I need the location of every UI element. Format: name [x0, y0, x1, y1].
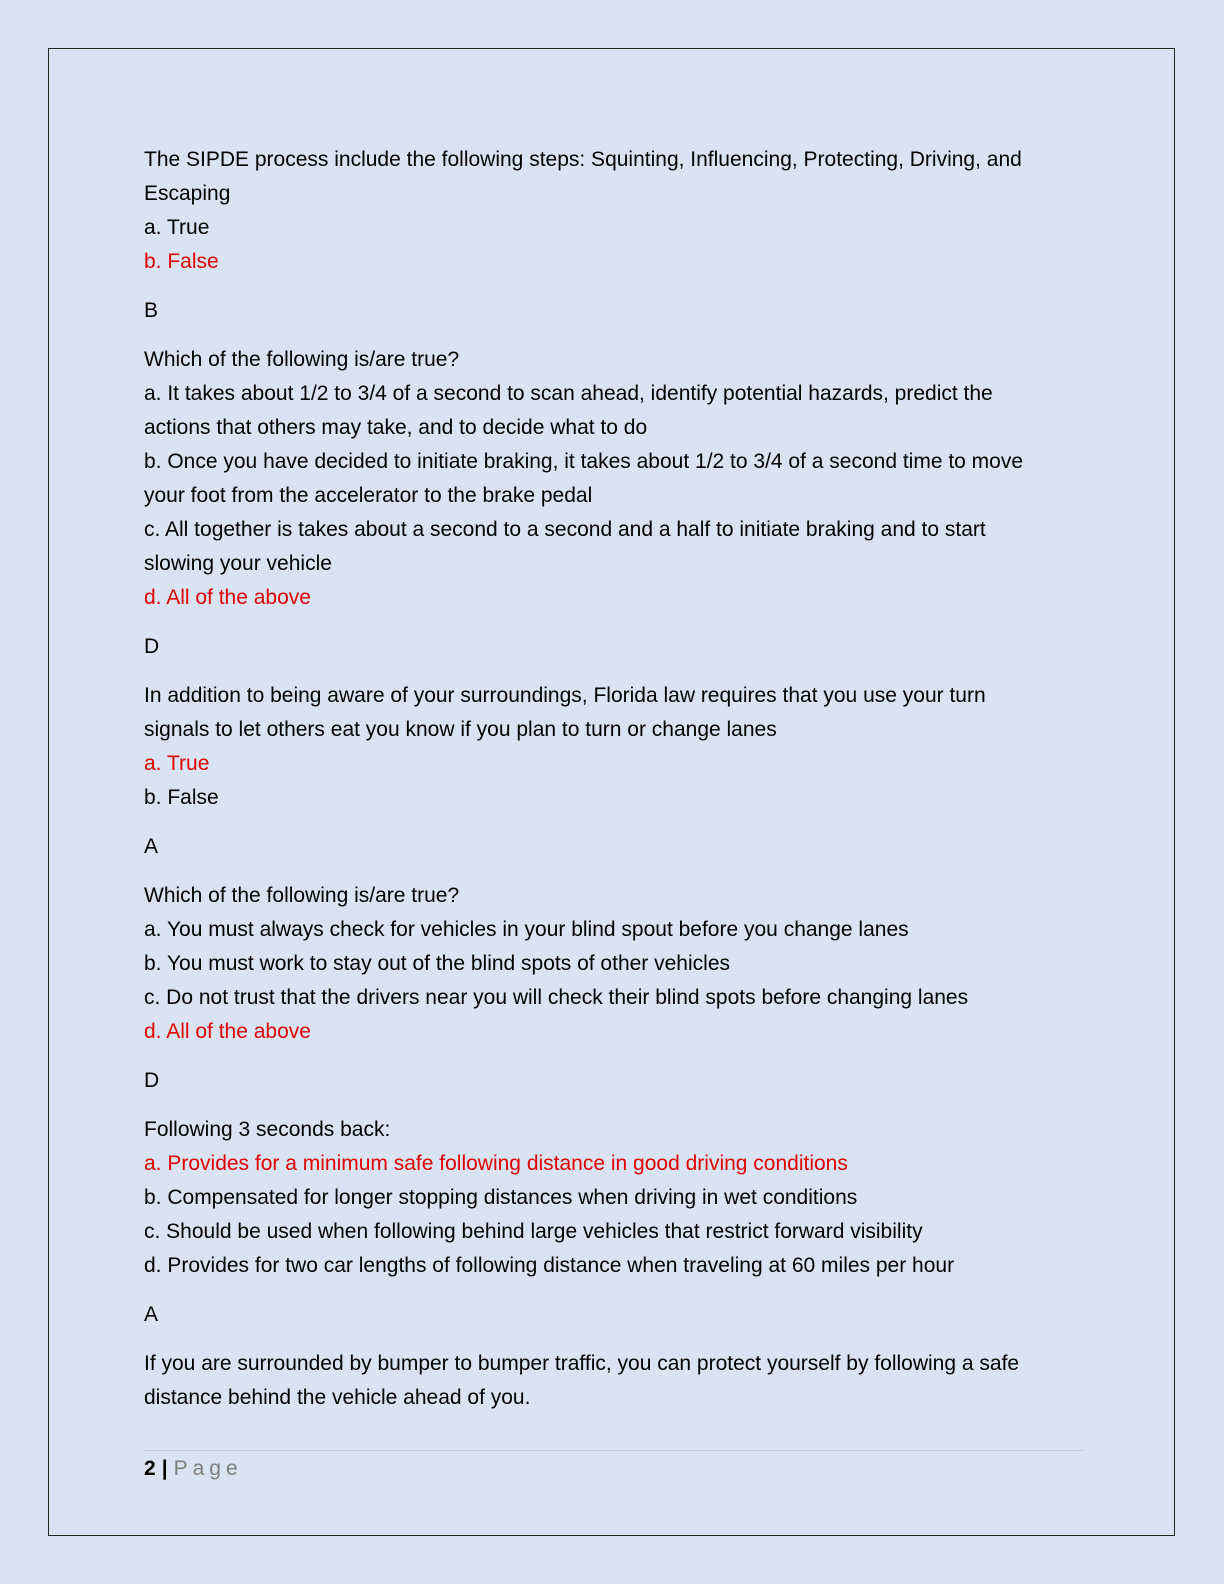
answer-key: B [144, 299, 159, 322]
question-text: In addition to being aware of your surroundings, Florida law requires that you use your turn [144, 684, 986, 707]
question-text: Which of the following is/are true? [144, 348, 460, 371]
answer-option: d. Provides for two car lengths of following distance when traveling at 60 miles per hour [144, 1254, 955, 1277]
answer-key: A [144, 835, 159, 858]
footer-divider [144, 1450, 1084, 1451]
answer-option: b. Compensated for longer stopping distances when driving in wet conditions [144, 1186, 858, 1209]
correct-answer-option: d. All of the above [144, 1020, 311, 1043]
answer-option: a. You must always check for vehicles in your blind spout before you change lanes [144, 918, 909, 941]
correct-answer-option: b. False [144, 250, 219, 273]
document-body [144, 143, 1074, 1415]
answer-key: D [144, 635, 160, 658]
answer-key: A [144, 1303, 159, 1326]
question-block [144, 343, 1074, 664]
question-block [144, 1113, 1074, 1332]
question-text: The SIPDE process include the following steps: Squinting, Influencing, Protecting, Driving, and [144, 148, 1022, 171]
answer-option: b. False [144, 786, 219, 809]
page-number: 2 [144, 1457, 156, 1480]
question-text: distance behind the vehicle ahead of you. [144, 1386, 531, 1409]
footer-separator: | [161, 1457, 168, 1480]
question-text: Escaping [144, 182, 231, 205]
question-block [144, 679, 1074, 864]
question-text: If you are surrounded by bumper to bumper traffic, you can protect yourself by following a safe [144, 1352, 1020, 1375]
answer-option: c. All together is takes about a second to a second and a half to initiate braking and to start [144, 518, 986, 541]
answer-option: c. Do not trust that the drivers near you will check their blind spots before changing lanes [144, 986, 969, 1009]
answer-option: c. Should be used when following behind large vehicles that restrict forward visibility [144, 1220, 923, 1243]
question-block [144, 1347, 1074, 1415]
answer-option: a. It takes about 1/2 to 3/4 of a second to scan ahead, identify potential hazards, predict the [144, 382, 993, 405]
question-text: Which of the following is/are true? [144, 884, 460, 907]
answer-option: a. True [144, 216, 210, 239]
question-text: Following 3 seconds back: [144, 1118, 391, 1141]
question-text: signals to let others eat you know if you plan to turn or change lanes [144, 718, 777, 741]
answer-option: actions that others may take, and to decide what to do [144, 416, 648, 439]
correct-answer-option: a. True [144, 752, 210, 775]
correct-answer-option: d. All of the above [144, 586, 311, 609]
answer-option: your foot from the accelerator to the brake pedal [144, 484, 593, 507]
answer-option: b. You must work to stay out of the blind spots of other vehicles [144, 952, 731, 975]
page-footer [144, 1452, 243, 1486]
answer-key: D [144, 1069, 160, 1092]
answer-option: b. Once you have decided to initiate braking, it takes about 1/2 to 3/4 of a second time to move [144, 450, 1024, 473]
page-label: Page [173, 1457, 243, 1480]
question-block [144, 143, 1074, 328]
answer-option: slowing your vehicle [144, 552, 332, 575]
question-block [144, 879, 1074, 1098]
correct-answer-option: a. Provides for a minimum safe following distance in good driving conditions [144, 1152, 848, 1175]
